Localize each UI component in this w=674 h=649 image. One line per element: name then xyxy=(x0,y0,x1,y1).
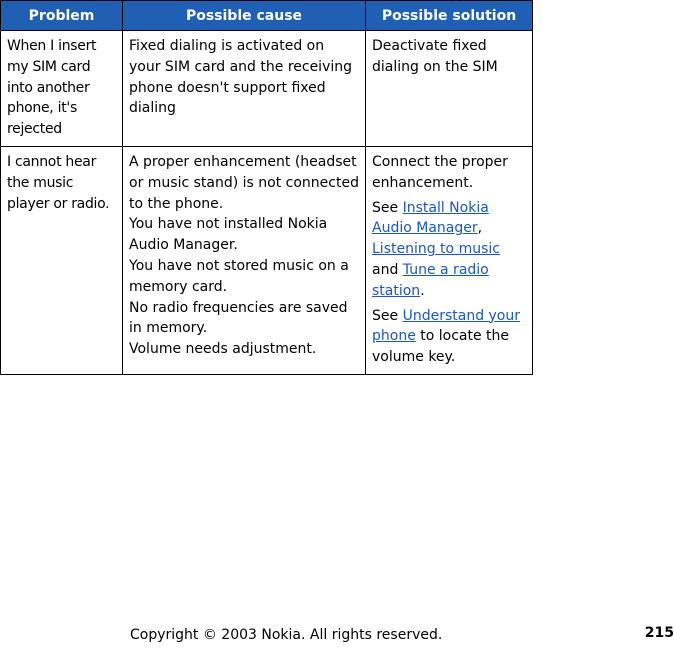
link-tune-a-radio-station[interactable]: Tune a radio station xyxy=(372,261,489,299)
and-text: and xyxy=(372,261,403,278)
cause-line: Volume needs adjustment. xyxy=(129,341,317,358)
header-possible-cause: Possible cause xyxy=(123,1,366,31)
copyright-footer: Copyright © 2003 Nokia. All rights reserved. xyxy=(130,627,443,643)
cause-line: You have not installed Nokia Audio Manager. xyxy=(129,216,328,254)
header-problem: Problem xyxy=(1,1,123,31)
link-listening-to-music[interactable]: Listening to music xyxy=(372,241,500,258)
link-understand-your-phone[interactable]: Understand your phone xyxy=(372,307,521,345)
cause-line: A proper enhancement (headset or music stand) is not connected to the phone. xyxy=(129,153,359,212)
cause-line: No radio frequencies are saved in memory. xyxy=(129,299,348,337)
cause-line: You have not stored music on a memory card. xyxy=(129,257,349,295)
period-text: . xyxy=(420,282,425,299)
tail-text: to locate the volume key. xyxy=(372,328,510,366)
table-header-row xyxy=(1,1,533,31)
troubleshooting-table xyxy=(0,0,533,375)
solution-paragraph: Connect the proper enhancement. xyxy=(372,153,508,191)
table-row xyxy=(1,31,533,147)
cause-cell: Fixed dialing is activated on your SIM card and the receiving phone doesn't support fixed dialing xyxy=(123,31,366,147)
solution-paragraph xyxy=(372,306,526,368)
problem-cell: I cannot hear the music player or radio. xyxy=(1,146,123,374)
table-row xyxy=(1,146,533,374)
solution-cell: Deactivate fixed dialing on the SIM xyxy=(366,31,533,147)
page-number: 215 xyxy=(644,625,674,641)
header-possible-solution: Possible solution xyxy=(366,1,533,31)
problem-cell: When I insert my SIM card into another phone, it's rejected xyxy=(1,31,123,147)
solution-paragraph xyxy=(372,198,526,302)
link-install-nokia-audio-manager[interactable]: Install Nokia Audio Manager xyxy=(372,199,489,237)
cause-cell xyxy=(123,146,366,374)
solution-cell xyxy=(366,146,533,374)
see-text: See xyxy=(372,307,403,324)
comma-text: , xyxy=(477,220,483,237)
see-text: See xyxy=(372,199,403,216)
